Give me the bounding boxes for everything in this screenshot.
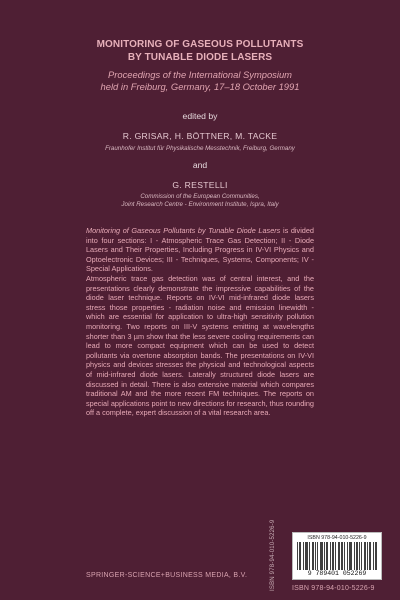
proceedings-subtitle xyxy=(40,69,360,93)
barcode-bars xyxy=(297,542,377,570)
publisher-name: SPRINGER-SCIENCE+BUSINESS MEDIA, B.V. xyxy=(86,572,248,579)
description-sections: is divided into four sections: I - Atmospheric Trace Gas Detection; II - Diode Lasers and Their Properties, Including Progress in IV-VI Physics and Optoelectronic Devices; III - Techniques, Systems, Components; IV - Special Applications. xyxy=(86,226,314,274)
title-line-2: BY TUNABLE DIODE LASERS xyxy=(127,52,273,63)
editors-affiliation: Fraunhofer Institut für Physikalische Messtechnik, Freiburg, Germany xyxy=(105,145,295,152)
book-description xyxy=(86,226,314,418)
subtitle-line-2: held in Freiburg, Germany, 17–18 October 1991 xyxy=(100,81,300,92)
description-paragraph-2: Atmospheric trace gas detection was of central interest, and the presentations clearly demonstrate the impressive capabilities of the diode laser technique. Reports on IV-VI mid-infrared diode lasers stress those properties - radiation noise and emission linewidth - which are essential for application to ultra-high sensitivity pollution monitoring. Two reports on III-V systems emitting at wavelengths shorter than 3 µm show that the less severe cooling requirements can lead to more compact equipment which can be used to detect pollutants via overtone absorption bands. The presentations on IV-VI physics and devices stresses the physical and technological aspects of mid-infrared diode lasers. Laterally structured diode lasers are discussed in detail. There is also extensive material which compares traditional AM and the more recent FM techniques. The reports on special applications point to new directions for research, thus rounding off a complete, expert discussion of a vital research area. xyxy=(86,273,314,418)
book-title xyxy=(40,38,360,64)
editors-names: R. GRISAR, H. BÖTTNER, M. TACKE xyxy=(122,131,278,141)
description-book-title: Monitoring of Gaseous Pollutants by Tunable Diode Lasers xyxy=(86,226,281,235)
description-paragraph-1 xyxy=(86,226,314,274)
isbn-vertical: ISBN 978-94-010-5226-9 xyxy=(270,519,276,591)
affiliation-2-line-2: Joint Research Centre - Environment Institute, Ispra, Italy xyxy=(121,201,279,208)
isbn-footer: ISBN 978-94-010-5226-9 xyxy=(292,585,375,592)
editor-restelli: G. RESTELLI xyxy=(172,180,228,190)
subtitle-line-1: Proceedings of the International Symposium xyxy=(108,69,292,80)
and-label: and xyxy=(192,160,208,170)
barcode xyxy=(292,532,382,580)
affiliation-2-line-1: Commission of the European Communities, xyxy=(140,193,260,200)
barcode-isbn-label: ISBN 978-94-010-5226-9 xyxy=(307,535,367,541)
restelli-affiliation xyxy=(100,193,300,209)
title-line-1: MONITORING OF GASEOUS POLLUTANTS xyxy=(96,39,304,50)
barcode-digits: 9 789401 052269 xyxy=(307,570,367,577)
edited-by-label: edited by xyxy=(182,111,218,121)
